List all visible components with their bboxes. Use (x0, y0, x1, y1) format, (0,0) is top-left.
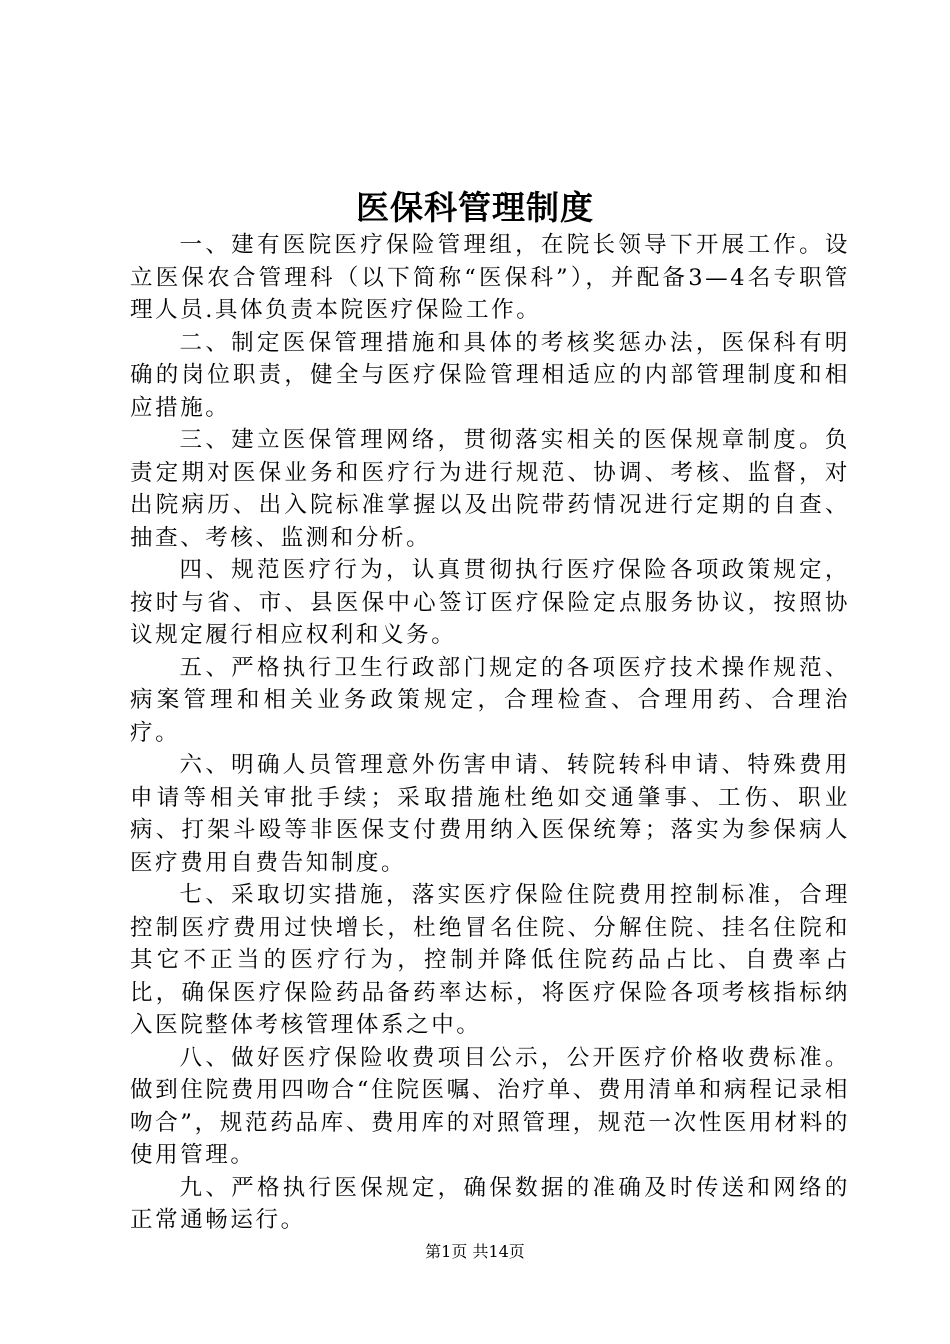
paragraph-7: 七、采取切实措施，落实医疗保险住院费用控制标准，合理控制医疗费用过快增长，杜绝冒名住院、分解住院、挂名住院和其它不正当的医疗行为，控制并降低住院药品占比、自费率占比，确保医疗保险药品备药率达标，将医疗保险各项考核指标纳入医院整体考核管理体系之中。 (130, 882, 850, 1038)
paragraph-8: 八、做好医疗保险收费项目公示，公开医疗价格收费标准。做到住院费用四吻合“住院医嘱、治疗单、费用清单和病程记录相吻合”，规范药品库、费用库的对照管理，规范一次性医用材料的使用管理。 (130, 1044, 850, 1168)
page-number-footer: 第1页 共14页 (425, 1242, 525, 1261)
document-body (130, 229, 850, 1237)
paragraph-1: 一、建有医院医疗保险管理组，在院长领导下开展工作。设立医保农合管理科（以下简称“医保科”），并配备3—4名专职管理人员.具体负责本院医疗保险工作。 (130, 232, 850, 323)
paragraph-6: 六、明确人员管理意外伤害申请、转院转科申请、特殊费用申请等相关审批手续；采取措施杜绝如交通肇事、工伤、职业病、打架斗殴等非医保支付费用纳入医保统筹；落实为参保病人医疗费用自费告知制度。 (130, 752, 850, 876)
paragraph-5: 五、严格执行卫生行政部门规定的各项医疗技术操作规范、病案管理和相关业务政策规定，合理检查、合理用药、合理治疗。 (130, 654, 850, 746)
paragraph-9: 九、严格执行医保规定，确保数据的准确及时传送和网络的正常通畅运行。 (130, 1174, 850, 1233)
paragraph-2: 二、制定医保管理措施和具体的考核奖惩办法，医保科有明确的岗位职责，健全与医疗保险管理相适应的内部管理制度和相应措施。 (130, 329, 850, 421)
paragraph-3: 三、建立医保管理网络，贯彻落实相关的医保规章制度。负责定期对医保业务和医疗行为进行规范、协调、考核、监督，对出院病历、出入院标准掌握以及出院带药情况进行定期的自查、抽查、考核、监测和分析。 (130, 427, 850, 551)
document-title: 医保科管理制度 (356, 188, 594, 227)
paragraph-4: 四、规范医疗行为，认真贯彻执行医疗保险各项政策规定，按时与省、市、县医保中心签订医疗保险定点服务协议，按照协议规定履行相应权利和义务。 (130, 557, 850, 648)
